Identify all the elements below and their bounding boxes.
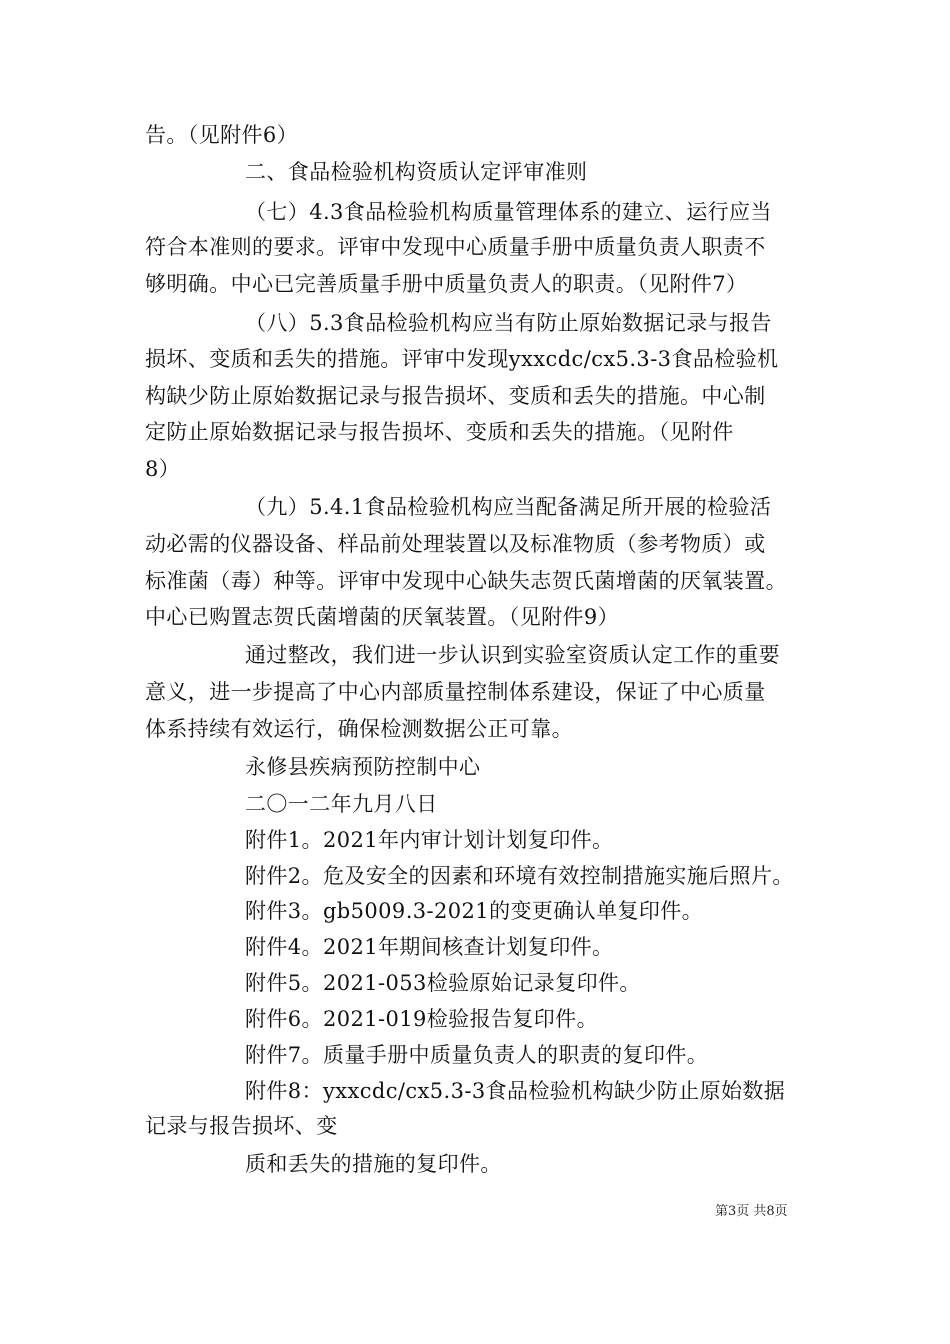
attachment-item: 附件3。gb5009.3-2021的变更确认单复印件。	[245, 899, 704, 923]
section-heading: 二、食品检验机构资质认定评审准则	[245, 160, 588, 184]
attachment-item: 附件7。质量手册中质量负责人的职责的复印件。	[245, 1043, 709, 1067]
text-line: 质和丢失的措施的复印件。	[245, 1152, 502, 1176]
text-line: 符合本准则的要求。评审中发现中心质量手册中质量负责人职责不	[145, 235, 766, 259]
text-line: （八）5.3食品检验机构应当有防止原始数据记录与报告	[245, 311, 772, 335]
text-line: 构缺少防止原始数据记录与报告损坏、变质和丢失的措施。中心制	[145, 384, 766, 408]
text-line: 意义，进一步提高了中心内部质量控制体系建设，保证了中心质量	[145, 680, 766, 704]
text-line: 够明确。中心已完善质量手册中质量负责人的职责。（见附件7）	[145, 272, 748, 296]
text-line: 8）	[145, 457, 181, 481]
attachment-item: 附件4。2021年期间核查计划复印件。	[245, 935, 614, 959]
attachment-item: 附件1。2021年内审计划计划复印件。	[245, 828, 614, 852]
text-line: 中心已购置志贺氏菌增菌的厌氧装置。（见附件9）	[145, 605, 620, 629]
attachment-item: 附件5。2021-053检验原始记录复印件。	[245, 971, 641, 995]
attachment-item: 附件6。2021-019检验报告复印件。	[245, 1007, 598, 1031]
text-line: 动必需的仪器设备、样品前处理装置以及标准物质（参考物质）或	[145, 532, 766, 556]
text-line: 体系持续有效运行，确保检测数据公正可靠。	[145, 717, 573, 741]
text-line: 定防止原始数据记录与报告损坏、变质和丢失的措施。（见附件	[145, 420, 734, 444]
text-line: （九）5.4.1食品检验机构应当配备满足所开展的检验活	[245, 495, 772, 519]
page-number: 第3页 共8页	[715, 1204, 788, 1219]
attachment-item: 附件2。危及安全的因素和环境有效控制措施实施后照片。	[245, 864, 794, 888]
text-line: 损坏、变质和丢失的措施。评审中发现yxxcdc/cx5.3-3食品检验机	[145, 347, 779, 371]
organization-name: 永修县疾病预防控制中心	[245, 755, 481, 779]
text-line: 标准菌（毒）种等。评审中发现中心缺失志贺氏菌增菌的厌氧装置。	[145, 569, 787, 593]
text-line: 告。（见附件6）	[145, 123, 299, 147]
text-line: 通过整改，我们进一步认识到实验室资质认定工作的重要	[245, 643, 780, 667]
text-line: 记录与报告损坏、变	[145, 1114, 338, 1138]
attachment-item: 附件8：yxxcdc/cx5.3-3食品检验机构缺少防止原始数据	[245, 1079, 786, 1103]
text-line: （七）4.3食品检验机构质量管理体系的建立、运行应当	[245, 200, 772, 224]
document-date: 二〇一二年九月八日	[245, 792, 438, 816]
